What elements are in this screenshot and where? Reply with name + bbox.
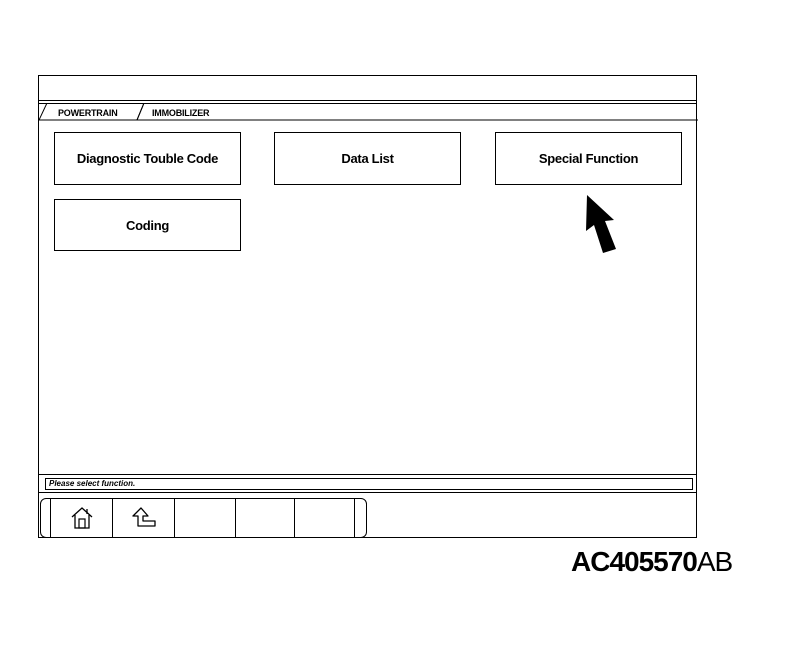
back-icon <box>130 505 158 531</box>
home-button[interactable] <box>50 498 112 538</box>
bottom-toolbar <box>40 498 367 538</box>
status-bar <box>39 474 696 493</box>
special-function-button[interactable]: Special Function <box>495 132 682 185</box>
data-list-button[interactable]: Data List <box>274 132 461 185</box>
toolbar-slot-4[interactable] <box>235 498 294 538</box>
pointer-arrow-icon <box>583 193 623 255</box>
breadcrumb-tabs-outline <box>39 103 698 123</box>
diagnostic-trouble-code-button[interactable]: Diagnostic Touble Code <box>54 132 241 185</box>
toolbar-slot-3[interactable] <box>174 498 235 538</box>
figure-id-suffix: AB <box>696 546 733 577</box>
home-icon <box>69 505 95 531</box>
figure-id <box>571 546 732 578</box>
breadcrumb <box>39 103 696 123</box>
diagnostic-screen <box>38 75 697 538</box>
status-message: Please select function. <box>45 478 693 490</box>
toolbar-slot-5[interactable] <box>294 498 355 538</box>
figure-id-number: AC405570 <box>571 546 697 577</box>
title-bar <box>39 76 696 101</box>
breadcrumb-item-powertrain[interactable]: POWERTRAIN <box>58 108 118 118</box>
breadcrumb-item-immobilizer[interactable]: IMMOBILIZER <box>152 108 210 118</box>
back-button[interactable] <box>112 498 174 538</box>
coding-button[interactable]: Coding <box>54 199 241 251</box>
